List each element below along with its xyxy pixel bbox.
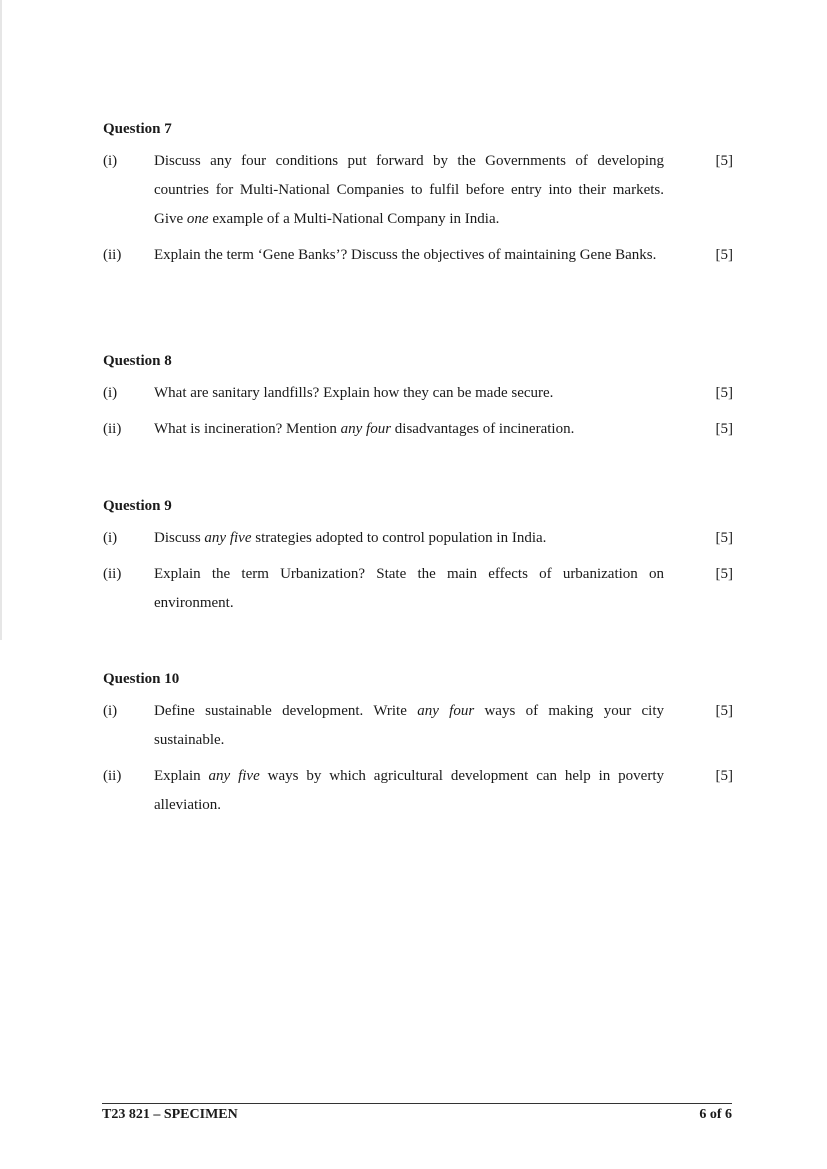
question-part [103,241,743,270]
part-marks: [5] [715,385,733,401]
footer-divider [102,1103,732,1104]
part-number: (i) [103,530,118,546]
part-marks: [5] [715,153,733,169]
part-number: (i) [103,703,118,719]
part-text: Define sustainable development. Write any four ways of making your city sustainable. [154,703,664,748]
part-marks: [5] [715,703,733,719]
scan-edge-line [0,0,2,640]
part-marks: [5] [715,566,733,582]
question-part [103,697,743,755]
question-heading: Question 10 [103,671,180,687]
part-marks: [5] [715,421,733,437]
page-footer [102,1107,732,1123]
question-part [103,379,743,408]
part-text: Explain any five ways by which agricultural development can help in poverty alleviation. [154,768,664,813]
question-7 [103,119,743,277]
part-number: (ii) [103,768,122,784]
part-number: (ii) [103,421,122,437]
question-part [103,524,743,553]
part-text: What are sanitary landfills? Explain how they can be made secure. [154,385,554,401]
question-part [103,147,743,234]
part-marks: [5] [715,530,733,546]
question-part [103,762,743,820]
question-heading: Question 8 [103,353,172,369]
question-part [103,415,743,444]
part-text: Discuss any five strategies adopted to control population in India. [154,530,547,546]
part-text: Explain the term ‘Gene Banks’? Discuss the objectives of maintaining Gene Banks. [154,247,657,263]
part-text: Discuss any four conditions put forward by the Governments of developing countries for Multi-National Companies to fulfil before entry into their markets. Give one example of a Multi-National Company in India. [154,153,664,227]
question-9 [103,496,743,625]
part-marks: [5] [715,247,733,263]
part-number: (ii) [103,566,122,582]
part-number: (ii) [103,247,122,263]
question-10 [103,669,743,827]
question-part [103,560,743,618]
question-heading: Question 7 [103,121,172,137]
paper-code: T23 821 – SPECIMEN [102,1107,238,1122]
part-text: Explain the term Urbanization? State the main effects of urbanization on environment. [154,566,664,611]
part-number: (i) [103,153,118,169]
page-number: 6 of 6 [699,1107,732,1122]
question-8 [103,351,743,451]
question-heading: Question 9 [103,498,172,514]
part-text: What is incineration? Mention any four disadvantages of incineration. [154,421,575,437]
part-marks: [5] [715,768,733,784]
part-number: (i) [103,385,118,401]
